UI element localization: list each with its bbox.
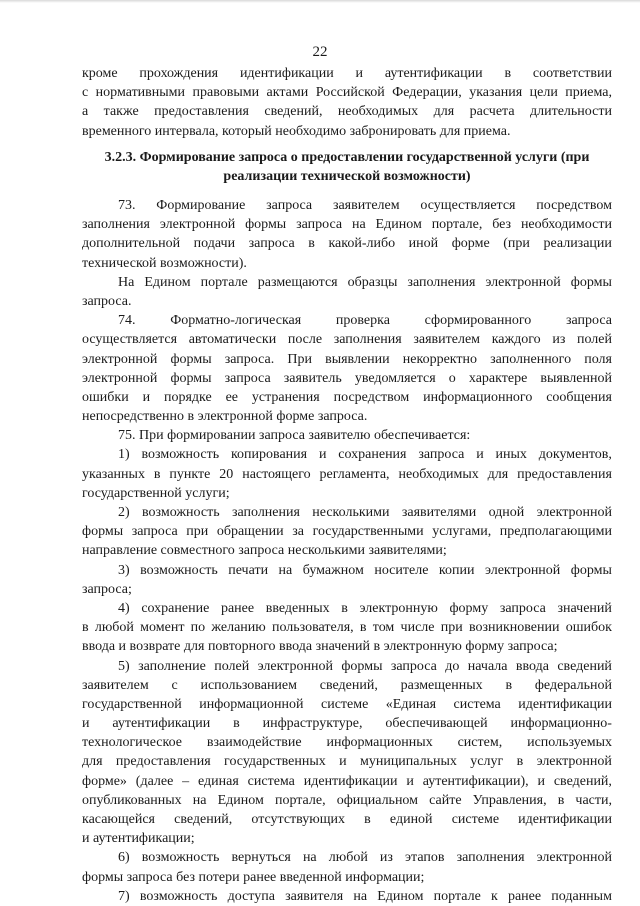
text-line: ввода и возврате для повторного ввода значений в электронную форму запроса; [82, 639, 558, 655]
text-line: электронной формы запроса заявитель уведомляется о характере выявленной [82, 370, 612, 386]
text-line: 74. Форматно-логическая проверка сформированного запроса [118, 313, 612, 329]
page-number: 22 [312, 44, 328, 60]
text-line: 1) возможность копирования и сохранения запроса и иных документов, [118, 447, 612, 463]
text-line: 75. При формировании запроса заявителю обеспечивается: [118, 428, 471, 444]
text-line: направление совместного запроса несколькими заявителями; [82, 543, 447, 559]
text-line: государственной информационной системе «Единая система идентификации [82, 696, 612, 712]
body-text [82, 196, 612, 906]
text-line: форме» (далее – единая система идентификации и аутентификации), и сведений, [82, 773, 612, 789]
text-line: 2) возможность заполнения несколькими заявителями одной электронной [118, 505, 612, 520]
text-line: осуществляется автоматически после заполнения заявителем каждого из полей [82, 332, 612, 348]
section-heading [82, 148, 612, 186]
text-line: заполнения электронной формы запроса на Едином портале, без необходимости [82, 217, 612, 233]
text-line: в любой момент по желанию пользователя, в том числе при возникновении ошибок [82, 620, 612, 636]
text-line: государственной услуги; [82, 485, 230, 501]
text-line: 73. Формирование запроса заявителем осуществляется посредством [118, 198, 612, 213]
text-line: непосредственно в электронной форме запроса. [82, 409, 368, 425]
text-line: На Едином портале размещаются образцы заполнения электронной формы [118, 274, 612, 290]
text-line: для предоставления государственных и муниципальных услуг в электронной [82, 754, 612, 770]
text-line: запроса; [82, 581, 132, 597]
heading-line: 3.2.3. Формирование запроса о предоставлении государственной услуги (при [104, 150, 590, 165]
text-line: 7) возможность доступа заявителя на Едином портале к ранее поданным [118, 888, 612, 904]
text-line: а также предоставления сведений, необходимых для расчета длительности [82, 104, 612, 120]
text-line: 5) заполнение полей электронной формы запроса до начала ввода сведений [118, 658, 612, 674]
text-line: указанных в пункте 20 настоящего регламента, необходимых для предоставления [82, 466, 612, 482]
text-line: формы запроса при обращении за государственными услугами, предполагающими [82, 524, 612, 540]
text-line: с нормативными правовыми актами Российской Федерации, указания цели приема, [82, 85, 612, 101]
scan-edge [0, 0, 640, 3]
text-line: 6) возможность вернуться на любой из этапов заполнения электронной [118, 850, 612, 866]
heading-line: реализации технической возможности) [223, 169, 471, 185]
text-line: электронной формы запроса. При выявлении некорректно заполненного поля [82, 351, 612, 367]
text-line: технологическое взаимодействие информационных систем, используемых [82, 735, 612, 751]
text-line: и аутентификации; [82, 831, 195, 847]
text-line: заявителем с использованием сведений, размещенных в федеральной [82, 677, 612, 693]
text-line: дополнительной подачи запроса в какой-либо иной форме (при реализации [82, 236, 612, 252]
text-line: запроса. [82, 293, 132, 309]
intro-paragraph [82, 64, 612, 141]
text-line: ошибки и порядке ее устранения посредством информационного сообщения [82, 389, 612, 405]
text-line: касающейся сведений, отсутствующих в единой системе идентификации [82, 812, 612, 827]
text-line: кроме прохождения идентификации и аутентификации в соответствии [82, 66, 612, 81]
text-line: опубликованных на Едином портале, официальном сайте Управления, в части, [82, 792, 612, 808]
text-line: формы запроса без потери ранее введенной информации; [82, 869, 425, 885]
text-line: технической возможности). [82, 255, 247, 271]
text-line: 3) возможность печати на бумажном носителе копии электронной формы [118, 562, 612, 578]
text-line: временного интервала, который необходимо забронировать для приема. [82, 123, 511, 139]
text-line: 4) сохранение ранее введенных в электронную форму запроса значений [118, 600, 612, 616]
text-line: и аутентификации в инфраструктуре, обеспечивающей информационно- [82, 716, 612, 732]
